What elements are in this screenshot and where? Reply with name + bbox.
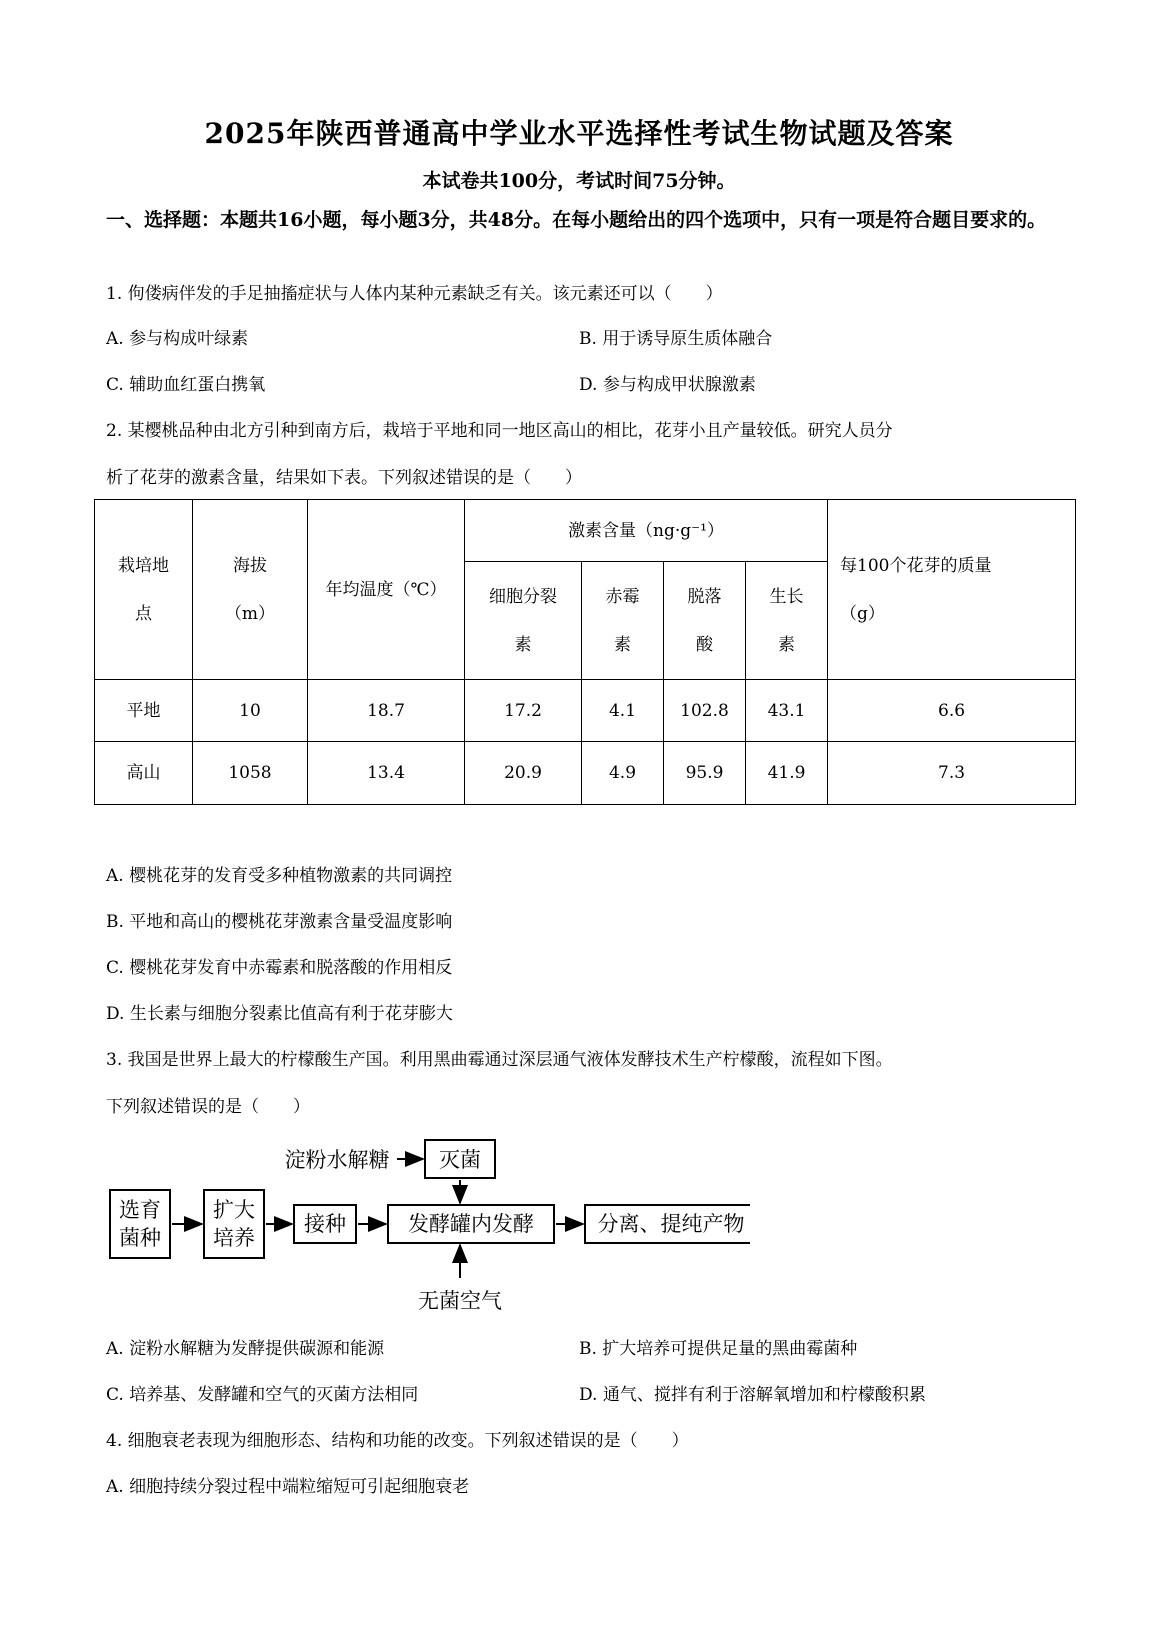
header-abscisic-acid: 脱落 酸 <box>664 562 746 680</box>
header-cytokinin: 细胞分裂 素 <box>465 562 582 680</box>
label-expand-1: 扩大 <box>213 1198 255 1222</box>
cell-temperature: 13.4 <box>308 742 465 805</box>
q2-stem-line2: 析了花芽的激素含量，结果如下表。下列叙述错误的是（ ） <box>106 468 582 488</box>
label-select-2: 菌种 <box>119 1226 161 1250</box>
cell-abscisic-acid: 95.9 <box>664 742 746 805</box>
q1-option-d: D. 参与构成甲状腺激素 <box>579 375 756 395</box>
q3-option-d: D. 通气、搅拌有利于溶解氧增加和柠檬酸积累 <box>579 1385 926 1405</box>
q3-option-c: C. 培养基、发酵罐和空气的灭菌方法相同 <box>106 1385 419 1405</box>
exam-subtitle: 本试卷共100分，考试时间75分钟。 <box>422 170 736 192</box>
label-inoculate: 接种 <box>304 1212 346 1236</box>
cell-abscisic-acid: 102.8 <box>664 680 746 742</box>
cell-altitude: 1058 <box>193 742 308 805</box>
label-sterilize: 灭菌 <box>439 1148 481 1172</box>
q1-option-a: A. 参与构成叶绿素 <box>106 329 249 349</box>
q4-stem: 4. 细胞衰老表现为细胞形态、结构和功能的改变。下列叙述错误的是（ ） <box>106 1431 689 1451</box>
q4-option-a: A. 细胞持续分裂过程中端粒缩短可引起细胞衰老 <box>106 1477 470 1497</box>
q1-stem: 1. 佝偻病伴发的手足抽搐症状与人体内某种元素缺乏有关。该元素还可以（ ） <box>106 284 723 304</box>
table-row <box>95 742 1076 805</box>
cell-bud-mass: 7.3 <box>828 742 1076 805</box>
cell-cytokinin: 20.9 <box>465 742 582 805</box>
label-select-1: 选育 <box>119 1198 161 1222</box>
label-expand-2: 培养 <box>213 1226 255 1250</box>
cell-auxin: 43.1 <box>746 680 828 742</box>
label-fermentation: 发酵罐内发酵 <box>408 1212 534 1236</box>
header-bud-mass: 每100个花芽的质量 （g） <box>828 500 1076 680</box>
header-altitude: 海拔 （m） <box>193 500 308 680</box>
header-gibberellin: 赤霉 素 <box>582 562 664 680</box>
cell-bud-mass: 6.6 <box>828 680 1076 742</box>
q2-option-d: D. 生长素与细胞分裂素比值高有利于花芽膨大 <box>106 1004 453 1024</box>
q2-option-c: C. 樱桃花芽发育中赤霉素和脱落酸的作用相反 <box>106 958 453 978</box>
header-auxin: 生长 素 <box>746 562 828 680</box>
q3-option-a: A. 淀粉水解糖为发酵提供碳源和能源 <box>106 1339 385 1359</box>
cell-site: 高山 <box>95 742 193 805</box>
cell-gibberellin: 4.9 <box>582 742 664 805</box>
citric-acid-flow-diagram <box>100 1130 750 1325</box>
cell-temperature: 18.7 <box>308 680 465 742</box>
cell-site: 平地 <box>95 680 193 742</box>
q2-option-a: A. 樱桃花芽的发育受多种植物激素的共同调控 <box>106 866 453 886</box>
header-temperature: 年均温度（℃） <box>308 500 465 680</box>
section-heading-choice: 一、选择题：本题共16小题，每小题3分，共48分。在每小题给出的四个选项中，只有一项是符合题目要求的。 <box>106 209 1047 231</box>
header-hormone-content: 激素含量（ng·g⁻¹） <box>465 500 828 562</box>
cell-altitude: 10 <box>193 680 308 742</box>
q1-option-b: B. 用于诱导原生质体融合 <box>579 329 773 349</box>
cell-auxin: 41.9 <box>746 742 828 805</box>
q2-option-b: B. 平地和高山的樱桃花芽激素含量受温度影响 <box>106 912 453 932</box>
page-title: 2025年陕西普通高中学业水平选择性考试生物试题及答案 <box>204 117 954 150</box>
cell-cytokinin: 17.2 <box>465 680 582 742</box>
label-starch-sugar: 淀粉水解糖 <box>284 1148 390 1172</box>
label-sterile-air: 无菌空气 <box>418 1289 502 1313</box>
header-site: 栽培地 点 <box>95 500 193 680</box>
hormone-table <box>94 499 1076 805</box>
label-separate-purify: 分离、提纯产物 <box>597 1212 745 1236</box>
q3-stem-line2: 下列叙述错误的是（ ） <box>106 1097 310 1117</box>
table-row <box>95 680 1076 742</box>
q2-stem-line1: 2. 某樱桃品种由北方引种到南方后，栽培于平地和同一地区高山的相比，花芽小且产量较低。研究人员分 <box>106 421 893 441</box>
cell-gibberellin: 4.1 <box>582 680 664 742</box>
q3-stem-line1: 3. 我国是世界上最大的柠檬酸生产国。利用黑曲霉通过深层通气液体发酵技术生产柠檬酸，流程如下图。 <box>106 1050 893 1070</box>
q1-option-c: C. 辅助血红蛋白携氧 <box>106 375 266 395</box>
q3-option-b: B. 扩大培养可提供足量的黑曲霉菌种 <box>579 1339 858 1359</box>
